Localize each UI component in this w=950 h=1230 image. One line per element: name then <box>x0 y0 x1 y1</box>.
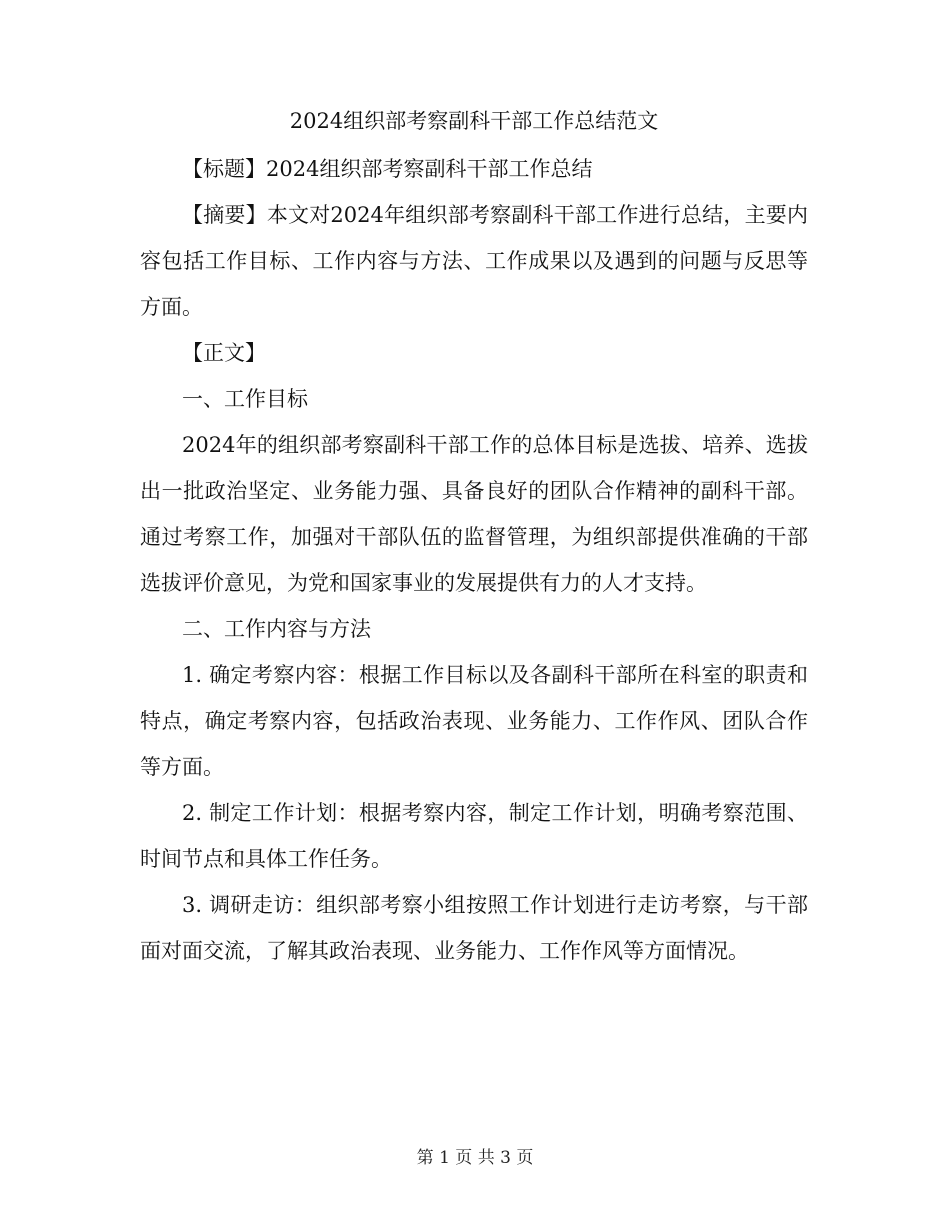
list-item-3: 3. 调研走访：组织部考察小组按照工作计划进行走访考察，与干部面对面交流，了解其政治表现、业务能力、工作作风等方面情况。 <box>140 893 808 963</box>
page-number-footer: 第 1 页 共 3 页 <box>416 1148 534 1168</box>
document-body <box>140 98 808 974</box>
paragraph-body-label: 【正文】 <box>182 341 266 365</box>
list-item-1: 1. 确定考察内容：根据工作目标以及各副科干部所在科室的职责和特点，确定考察内容，包括政治表现、业务能力、工作作风、团队合作等方面。 <box>140 663 808 779</box>
section-heading-methods: 二、工作内容与方法 <box>182 617 371 641</box>
document-title: 2024组织部考察副科干部工作总结范文 <box>289 109 659 133</box>
paragraph-goals: 2024年的组织部考察副科干部工作的总体目标是选拔、培养、选拔出一批政治坚定、业务能力强、具备良好的团队合作精神的副科干部。通过考察工作，加强对干部队伍的监督管理，为组织部提供准确的干部选拔评价意见，为党和国家事业的发展提供有力的人才支持。 <box>140 433 808 595</box>
paragraph-abstract: 【摘要】本文对2024年组织部考察副科干部工作进行总结，主要内容包括工作目标、工作内容与方法、工作成果以及遇到的问题与反思等方面。 <box>140 203 808 319</box>
paragraph-heading-label: 【标题】2024组织部考察副科干部工作总结 <box>182 157 593 181</box>
list-item-2: 2. 制定工作计划：根据考察内容，制定工作计划，明确考察范围、时间节点和具体工作任务。 <box>140 801 808 871</box>
section-heading-goals: 一、工作目标 <box>182 387 308 411</box>
